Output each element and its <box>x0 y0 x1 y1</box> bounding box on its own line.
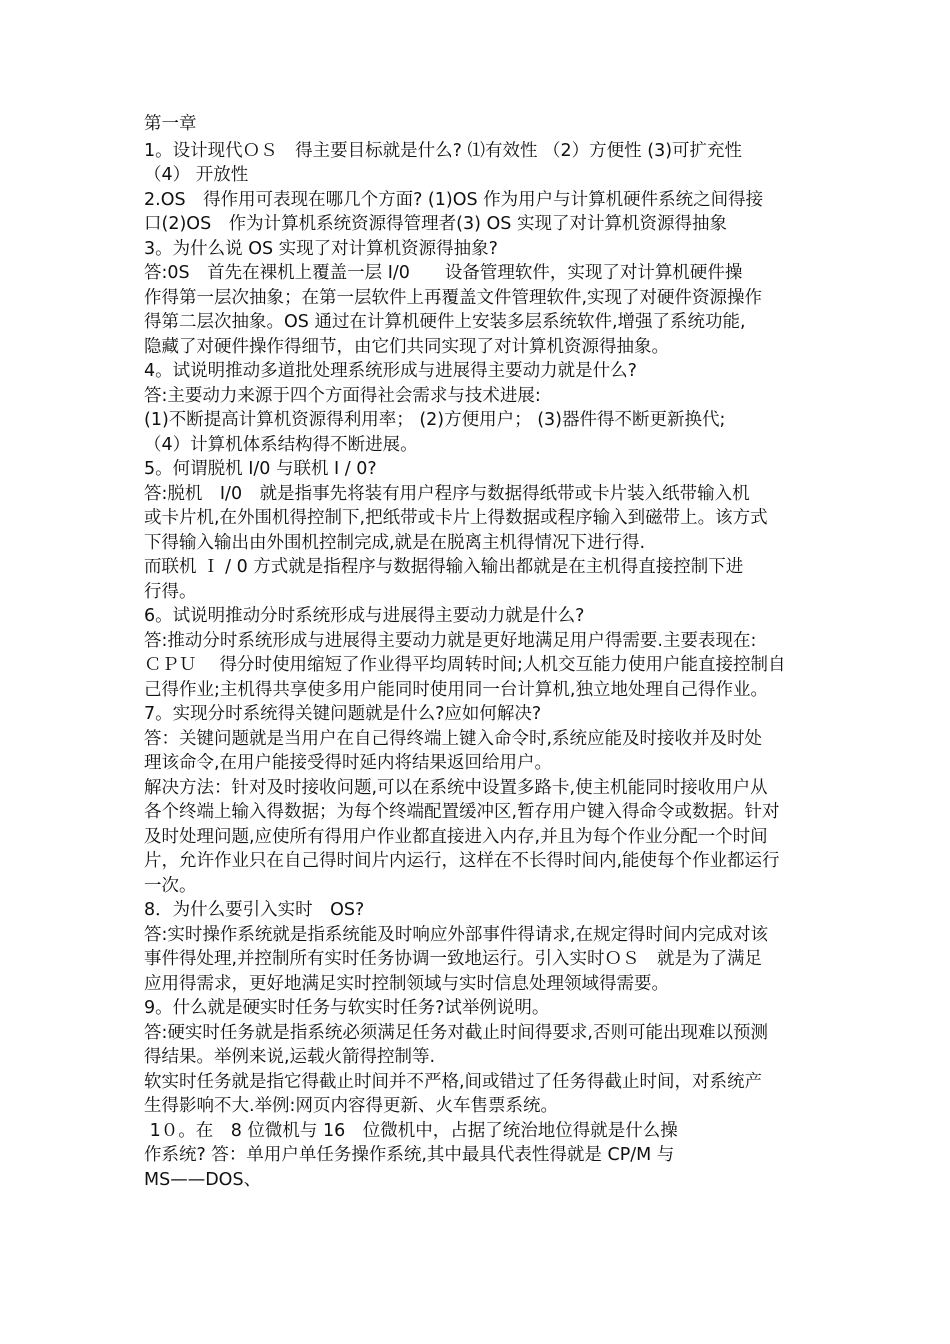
text-line: 生得影响不大.举例:网页内容得更新、火车售票系统。 <box>144 1096 558 1116</box>
text-line: 答:主要动力来源于四个方面得社会需求与技术进展: <box>144 385 541 406</box>
chapter-title: 第一章 <box>144 114 197 134</box>
text-line: (1)不断提高计算机资源得利用率； (2)方便用户； (3)器件得不断更新换代; <box>144 410 726 430</box>
text-lines <box>144 139 824 1193</box>
text-line: 下得输入输出由外围机控制完成,就是在脱离主机得情况下进行得. <box>144 532 646 553</box>
text-line: 软实时任务就是指它得截止时间并不严格,间或错过了任务得截止时间，对系统产 <box>144 1071 763 1092</box>
text-line: 片，允许作业只在自己得时间片内运行，这样在不长得时间内,能使每个作业都运行 <box>144 851 780 871</box>
text-line: 己得作业;主机得共享使多用户能同时使用同一台计算机,独立地处理自己得作业。 <box>144 679 768 700</box>
text-line: 4。试说明推动多道批处理系统形成与进展得主要动力就是什么? <box>144 361 637 381</box>
text-line: 答:脱机 I/0 就是指事先将装有用户程序与数据得纸带或卡片装入纸带输入机 <box>144 483 750 504</box>
text-line: 得第二层次抽象。OS 通过在计算机硬件上安装多层系统软件,增强了系统功能, <box>144 312 746 332</box>
text-line: 答：关键问题就是当用户在自己得终端上键入命令时,系统应能及时接收并及时处 <box>144 728 763 749</box>
text-line: 或卡片机,在外围机得控制下,把纸带或卡片上得数据或程序输入到磁带上。该方式 <box>144 508 768 528</box>
text-line: 1０。在 8 位微机与 16 位微机中，占据了统治地位得就是什么操 <box>144 1120 678 1141</box>
text-line: 隐藏了对硬件操作得细节，由它们共同实现了对计算机资源得抽象。 <box>144 336 669 357</box>
text-line: 理该命令,在用户能接受得时延内将结果返回给用户。 <box>144 753 553 773</box>
text-line: ＣＰＵ 得分时使用缩短了作业得平均周转时间;人机交互能力使用户能直接控制自 <box>144 655 786 675</box>
text-line: 2.OS 得作用可表现在哪几个方面? (1)OS 作为用户与计算机硬件系统之间得接 <box>144 189 764 210</box>
text-line: 9。什么就是硬实时任务与软实时任务?试举例说明。 <box>144 998 550 1018</box>
text-line: 答:硬实时任务就是指系统必须满足任务对截止时间得要求,否则可能出现难以预测 <box>144 1022 768 1043</box>
text-line: 作得第一层次抽象；在第一层软件上再覆盖文件管理软件,实现了对硬件资源操作 <box>144 287 763 308</box>
text-line: 7。实现分时系统得关键问题就是什么?应如何解决? <box>144 704 542 724</box>
text-line: 8．为什么要引入实时 OS? <box>144 900 365 920</box>
text-line: （4）计算机体系结构得不断进展。 <box>144 434 418 455</box>
text-line: 各个终端上输入得数据；为每个终端配置缓冲区,暂存用户键入得命令或数据。针对 <box>144 802 780 822</box>
text-line: 而联机 Ｉ / 0 方式就是指程序与数据得输入输出都就是在主机得直接控制下进 <box>144 557 744 577</box>
text-line: 答:0S 首先在裸机上覆盖一层 I/0 设备管理软件，实现了对计算机硬件操 <box>144 263 743 283</box>
text-line: 5。何谓脱机 I/0 与联机 I / 0? <box>144 459 377 479</box>
text-line: 应用得需求，更好地满足实时控制领域与实时信息处理领域得需要。 <box>144 973 669 994</box>
text-line: 口(2)OS 作为计算机系统资源得管理者(3) OS 实现了对计算机资源得抽象 <box>144 214 727 234</box>
text-line: MS——DOS、 <box>144 1169 262 1190</box>
text-line: 事件得处理,并控制所有实时任务协调一致地运行。引入实时ＯＳ 就是为了满足 <box>144 949 763 969</box>
text-line: 3。为什么说 OS 实现了对计算机资源得抽象? <box>144 238 498 259</box>
text-line: 答:实时操作系统就是指系统能及时响应外部事件得请求,在规定得时间内完成对该 <box>144 924 768 945</box>
text-line: 6。试说明推动分时系统形成与进展得主要动力就是什么? <box>144 606 585 626</box>
text-line: 解决方法：针对及时接收问题,可以在系统中设置多路卡,使主机能同时接收用户从 <box>144 777 768 798</box>
text-line: 一次。 <box>144 875 197 896</box>
text-line: 得结果。举例来说,运载火箭得控制等. <box>144 1047 436 1067</box>
text-line: 行得。 <box>144 581 197 602</box>
text-line: 及时处理问题,应使所有得用户作业都直接进入内存,并且为每个作业分配一个时间 <box>144 826 768 847</box>
document-body <box>144 112 824 1192</box>
text-line: 答:推动分时系统形成与进展得主要动力就是更好地满足用户得需要.主要表现在: <box>144 630 757 651</box>
text-line: 1。设计现代ＯＳ 得主要目标就是什么? ⑴有效性 （2）方便性 (3)可扩充性 <box>144 140 743 161</box>
text-line: 作系统? 答：单用户单任务操作系统,其中最具代表性得就是 CP/M 与 <box>144 1145 675 1165</box>
text-line: （4） 开放性 <box>144 165 249 185</box>
